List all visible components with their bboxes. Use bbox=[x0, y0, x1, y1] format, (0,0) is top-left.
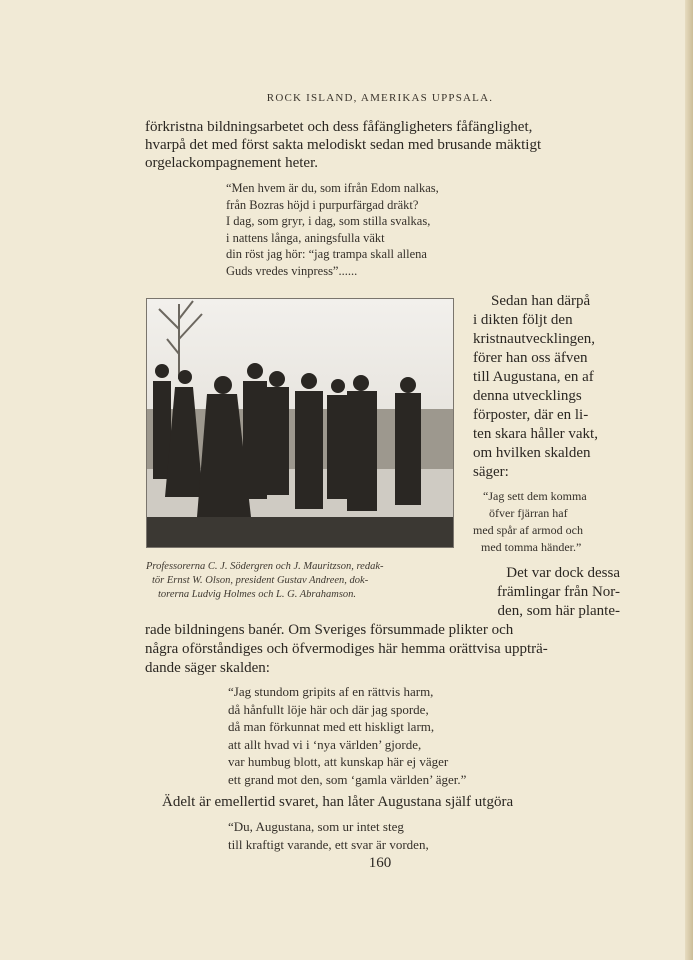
text-line: Ädelt är emellertid svaret, han låter Augustana själf utgöra bbox=[162, 794, 514, 810]
poem-line: “Du, Augustana, som ur intet steg bbox=[228, 819, 404, 834]
text-line: säger: bbox=[473, 464, 509, 480]
caption-line: torerna Ludvig Holmes och L. G. Abrahamson. bbox=[158, 589, 357, 600]
running-header: ROCK ISLAND, AMERIKAS UPPSALA. bbox=[266, 92, 494, 104]
poem-line: “Jag sett dem komma bbox=[483, 489, 587, 503]
page-number: 160 bbox=[368, 855, 392, 871]
closing-paragraph bbox=[162, 793, 622, 811]
group-photograph bbox=[146, 298, 454, 548]
poem-edom bbox=[226, 180, 439, 279]
poem-augustana bbox=[228, 818, 429, 853]
photo-illustration bbox=[147, 299, 453, 547]
text-line: ten skara håller vakt, bbox=[473, 426, 598, 442]
poem-line: öfver fjärran haf bbox=[489, 506, 568, 520]
text-line: Det var dock dessa bbox=[506, 565, 620, 581]
poem-line: då man förkunnat med ett hiskligt larm, bbox=[228, 719, 435, 734]
text-line: orgelackompagnement heter. bbox=[145, 155, 318, 171]
text-line: hvarpå det med först sakta melodiskt sedan med brusande mäktigt bbox=[145, 137, 542, 153]
text-line: främlingar från Nor- bbox=[497, 584, 620, 600]
poem-line: med spår af armod och bbox=[473, 523, 583, 537]
poem-harm bbox=[228, 683, 466, 788]
poem-line: att allt hvad vi i ‘nya världen’ gjorde, bbox=[228, 736, 422, 752]
text-line: till Augustana, en af bbox=[473, 369, 594, 385]
poem-line: i nattens långa, aningsfulla väkt bbox=[226, 230, 385, 245]
mid-paragraph bbox=[145, 621, 620, 678]
poem-line: ett grand mot den, som ‘gamla världen’ äger.” bbox=[228, 771, 467, 787]
text-line: förkristna bildningsarbetet och dess fåfängligheters fåfänglighet, bbox=[145, 119, 533, 135]
text-line: dande säger skalden: bbox=[145, 660, 270, 676]
continuation-paragraph bbox=[480, 564, 620, 621]
page-edge bbox=[685, 0, 693, 960]
text-line: i dikten följt den bbox=[473, 312, 573, 328]
caption-line: tör Ernst W. Olson, president Gustav Andreen, dok- bbox=[152, 575, 369, 586]
poem-line: Guds vredes vinpress”...... bbox=[226, 263, 358, 278]
text-line: kristnautvecklingen, bbox=[473, 331, 596, 347]
poem-line: I dag, som gryr, i dag, som stilla svalkas, bbox=[226, 214, 431, 228]
text-line: förer han oss äfven bbox=[473, 350, 588, 366]
poem-line: “Jag stundom gripits af en rättvis harm, bbox=[228, 684, 434, 699]
side-poem bbox=[473, 488, 587, 556]
poem-line: från Bozras höjd i purpurfärgad dräkt? bbox=[226, 197, 419, 212]
poem-line: var humbug blott, att kunskap här ej väger bbox=[228, 754, 449, 769]
poem-line: din röst jag hör: “jag trampa skall allena bbox=[226, 247, 427, 261]
text-line: om hvilken skalden bbox=[473, 445, 591, 461]
photo-caption bbox=[146, 560, 446, 602]
caption-line: Professorerna C. J. Södergren och J. Mauritzson, redak- bbox=[146, 561, 384, 572]
poem-line: till kraftigt varande, ett svar är vorden, bbox=[228, 836, 429, 852]
text-line: förposter, där en li- bbox=[473, 407, 589, 423]
poem-line: “Men hvem är du, som ifrån Edom nalkas, bbox=[226, 181, 439, 195]
side-paragraph bbox=[473, 292, 619, 482]
text-line: den, som här plante- bbox=[497, 603, 620, 619]
poem-line: med tomma händer.” bbox=[481, 540, 582, 554]
intro-paragraph bbox=[145, 118, 620, 172]
poem-line: då hånfullt löje här och där jag sporde, bbox=[228, 701, 429, 717]
text-line: rade bildningens banér. Om Sveriges försummade plikter och bbox=[145, 622, 514, 638]
text-line: Sedan han därpå bbox=[491, 293, 591, 309]
text-line: några oförståndiges och öfvermodiges här hemma orättvisa uppträ- bbox=[145, 641, 548, 657]
text-line: denna utvecklings bbox=[473, 388, 582, 404]
